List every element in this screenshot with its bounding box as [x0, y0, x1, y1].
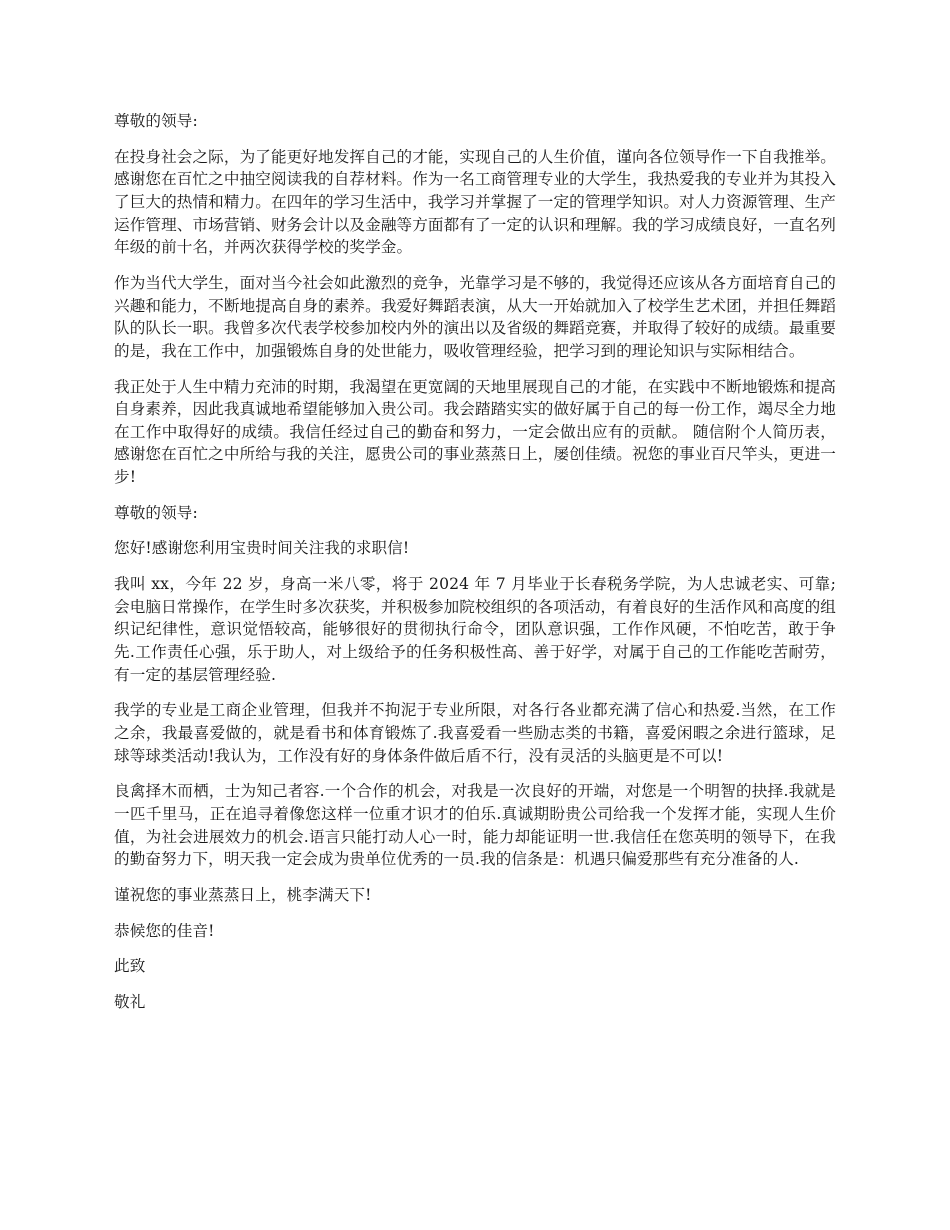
closing-wish: 恭候您的佳音! [114, 921, 215, 940]
salutation: 尊敬的领导: [114, 112, 198, 130]
cover-letter [114, 110, 836, 1027]
body-paragraph: 作为当代大学生，面对当今社会如此激烈的竞争，光靠学习是不够的，我觉得还应该从各方面培育自己的兴趣和能力，不断地提高自身的素养。我爱好舞蹈表演，从大一开始就加入了校学生艺术团，并担任舞蹈队的队长一职。我曾多次代表学校参加校内外的演出以及省级的舞蹈竞赛，并取得了较好的成绩。最重要的是，我在工作中，加强锻炼自身的处世能力，吸收管理经验，把学习到的理论知识与实际相结合。 [114, 273, 836, 360]
body-paragraph: 在投身社会之际，为了能更好地发挥自己的才能，实现自己的人生价值，谨向各位领导作一下自我推举。感谢您在百忙之中抽空阅读我的自荐材料。作为一名工商管理专业的大学生，我热爱我的专业并为其投入了巨大的热情和精力。在四年的学习生活中，我学习并掌握了一定的管理学知识。对人力资源管理、生产运作管理、市场营销、财务会计以及金融等方面都有了一定的认识和理解。我的学习成绩良好，一直名列年级的前十名，并两次获得学校的奖学金。 [114, 147, 836, 257]
body-paragraph: 我叫 xx，今年 22 岁，身高一米八零，将于 2024 年 7 月毕业于长春税务学院，为人忠诚老实、可靠;会电脑日常操作，在学生时多次获奖，并积极参加院校组织的各项活动，有着良好的生活作风和高度的组织记纪律性，意识觉悟较高，能够很好的贯彻执行命令，团队意识强，工作作风硬，不怕吃苦，敢于争先.工作责任心强，乐于助人，对上级给予的任务积极性高、善于好学，对属于自己的工作能吃苦耐劳，有一定的基层管理经验. [114, 575, 836, 684]
greeting: 您好!感谢您利用宝贵时间关注我的求职信! [114, 539, 410, 558]
salutation: 尊敬的领导: [114, 503, 198, 522]
closing-phrase: 此致 [114, 957, 146, 976]
body-paragraph: 我学的专业是工商企业管理，但我并不拘泥于专业所限，对各行各业都充满了信心和热爱.当然，在工作之余，我最喜爱做的，就是看书和体育锻炼了.我喜爱看一些励志类的书籍，喜爱闲暇之余进行篮球，足球等球类活动!我认为，工作没有好的身体条件做后盾不行，没有灵活的头脑更是不可以! [114, 701, 836, 765]
closing-wish: 谨祝您的事业蒸蒸日上，桃李满天下! [114, 885, 372, 904]
closing-regards: 敬礼 [114, 993, 146, 1012]
body-paragraph: 我正处于人生中精力充沛的时期，我渴望在更宽阔的天地里展现自己的才能，在实践中不断地锻炼和提高自身素养，因此我真诚地希望能够加入贵公司。我会踏踏实实的做好属于自己的每一份工作，竭尽全力地在工作中取得好的成绩。我信任经过自己的勤奋和努力，一定会做出应有的贡献。 随信附个人简历表，感谢您在百忙之中所给与我的关注，愿贵公司的事业蒸蒸日上，屡创佳绩。祝您的事业百尺竿头，更进一步! [114, 377, 836, 486]
body-paragraph: 良禽择木而栖，士为知己者容.一个合作的机会，对我是一次良好的开端，对您是一个明智的抉择.我就是一匹千里马，正在追寻着像您这样一位重才识才的伯乐.真诚期盼贵公司给我一个发挥才能，实现人生价值，为社会进展效力的机会.语言只能打动人心一时，能力却能证明一世.我信任在您英明的领导下，在我的勤奋努力下，明天我一定会成为贵单位优秀的一员.我的信条是：机遇只偏爱那些有充分准备的人. [114, 782, 836, 869]
